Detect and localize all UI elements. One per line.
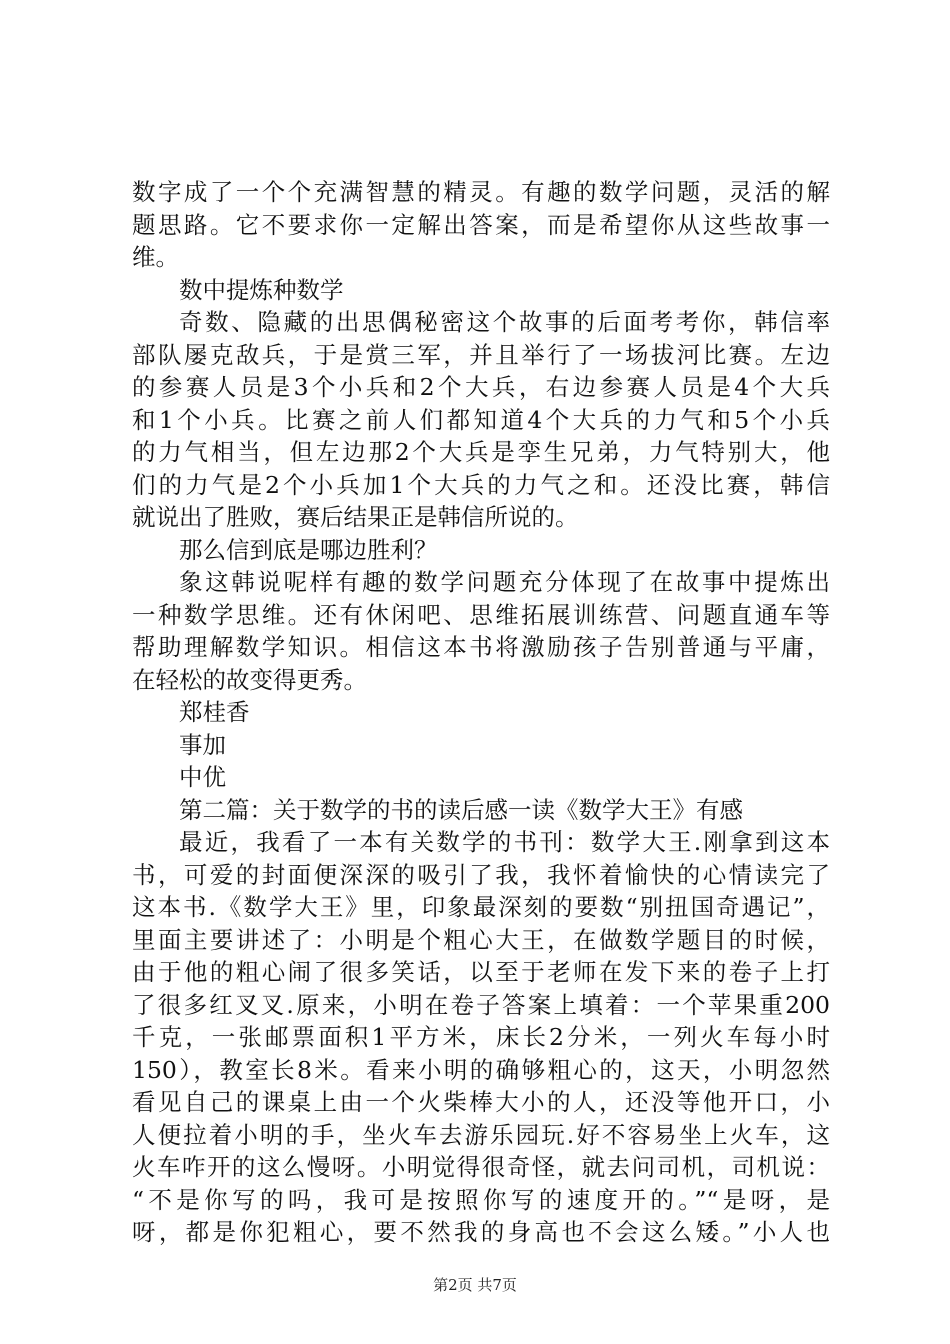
- text-line: 呀，都是你犯粗心，要不然我的身高也不会这么矮。”小人也: [132, 1218, 830, 1246]
- text-line: 的力气相当，但左边那2个大兵是孪生兄弟，力气特别大，他: [132, 438, 830, 466]
- text-line: 那么信到底是哪边胜利？: [179, 535, 438, 564]
- text-line: 看见自己的课桌上由一个火柴棒大小的人，还没等他开口，小: [132, 1088, 830, 1116]
- text-line: 事加: [179, 730, 226, 759]
- text-line: 奇数、隐藏的出思偶秘密这个故事的后面考考你，韩信率: [179, 308, 830, 336]
- text-line: 部队屡克敌兵，于是赏三军，并且举行了一场拔河比赛。左边: [132, 340, 830, 369]
- text-line: 的参赛人员是3个小兵和2个大兵，右边参赛人员是4个大兵: [132, 373, 830, 401]
- text-line: 最近，我看了一本有关数学的书刊：数学大王.刚拿到这本: [179, 828, 830, 856]
- text-line: “不是你写的吗，我可是按照你写的速度开的。”“是呀，是: [132, 1185, 830, 1214]
- text-line: 和1个小兵。比赛之前人们都知道4个大兵的力气和5个小兵: [132, 405, 830, 434]
- text-line: 了很多红叉叉.原来，小明在卷子答案上填着：一个苹果重200: [132, 990, 830, 1019]
- text-line: 就说出了胜败，赛后结果正是韩信所说的。: [132, 503, 579, 531]
- text-line: 维。: [132, 243, 179, 271]
- text-line: 数字成了一个个充满智慧的精灵。有趣的数学问题，灵活的解: [132, 178, 830, 206]
- text-line: 郑桂香: [179, 698, 250, 726]
- text-line: 们的力气是2个小兵加1个大兵的力气之和。还没比赛，韩信: [132, 470, 830, 499]
- text-line: 人便拉着小明的手，坐火车去游乐园玩.好不容易坐上火车，这: [132, 1120, 830, 1149]
- document-body: [132, 176, 830, 1249]
- text-line: 这本书.《数学大王》里，印象最深刻的要数“别扭国奇遇记”，: [132, 893, 830, 921]
- text-line: 象这韩说呢样有趣的数学问题充分体现了在故事中提炼出: [179, 568, 830, 596]
- text-line: 数中提炼种数学: [179, 275, 344, 304]
- text-line: 150），教室长8米。看来小明的确够粗心的，这天，小明忽然: [132, 1055, 830, 1084]
- page-footer: 第2页 共7页: [433, 1276, 517, 1294]
- text-line: 中优: [179, 763, 226, 791]
- text-line: 帮助理解数学知识。相信这本书将激励孩子告别普通与平庸，: [132, 633, 830, 661]
- text-line: 在轻松的故变得更秀。: [132, 665, 367, 694]
- text-line: 书，可爱的封面便深深的吸引了我，我怀着愉快的心情读完了: [132, 860, 830, 889]
- text-line: 由于他的粗心闹了很多笑话，以至于老师在发下来的卷子上打: [132, 958, 830, 986]
- text-line: 一种数学思维。还有休闲吧、思维拓展训练营、问题直通车等: [132, 600, 830, 629]
- text-line: 第二篇：关于数学的书的读后感一读《数学大王》有感: [179, 795, 743, 824]
- text-line: 里面主要讲述了：小明是个粗心大王，在做数学题目的时候，: [132, 925, 830, 954]
- text-line: 题思路。它不要求你一定解出答案，而是希望你从这些故事一: [132, 210, 830, 239]
- text-line: 千克，一张邮票面积1平方米，床长2分米，一列火车每小时: [132, 1023, 830, 1051]
- text-line: 火车咋开的这么慢呀。小明觉得很奇怪，就去问司机，司机说：: [132, 1153, 830, 1181]
